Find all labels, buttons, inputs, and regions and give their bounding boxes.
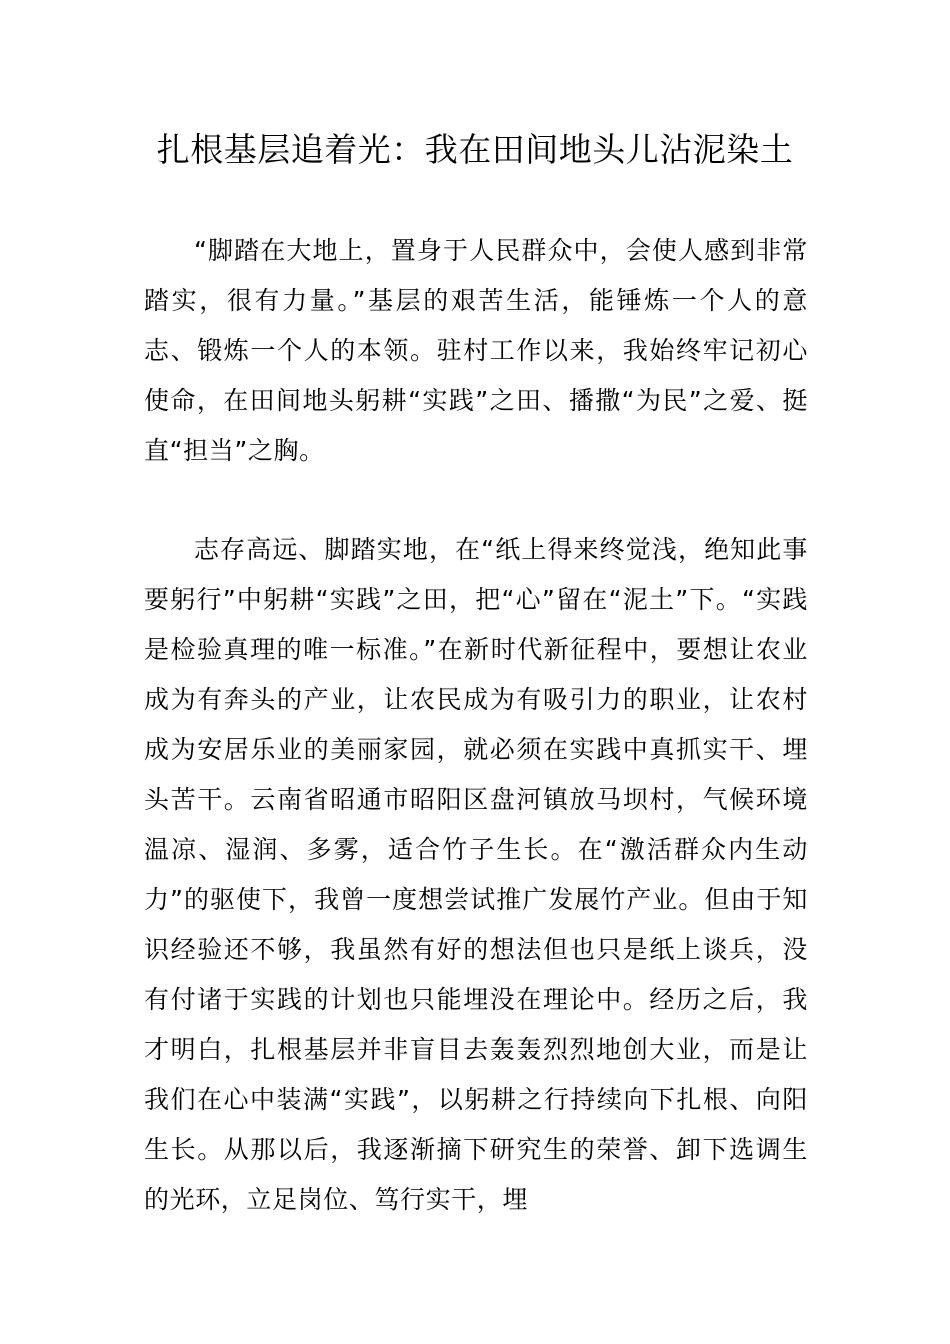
document-title: 扎根基层追着光：我在田间地头儿沾泥染土 [156, 130, 794, 169]
paragraph-2: 志存高远、脚踏实地，在“纸上得来终觉浅，绝知此事要躬行”中躬耕“实践”之田，把“心”留在“泥土”下。“实践是检验真理的唯一标准。”在新时代新征程中，要想让农业成为有奔头的产业，让农民成为有吸引力的职业，让农村成为安居乐业的美丽家园，就必须在实践中真抓实干、埋头苦干。云南省昭通市昭阳区盘河镇放马坝村，气候环境温凉、湿润、多雾，适合竹子生长。在“激活群众内生动力”的驱使下，我曾一度想尝试推广发展竹产业。但由于知识经验还不够，我虽然有好的想法但也只是纸上谈兵，没有付诸于实践的计划也只能埋没在理论中。经历之后，我才明白，扎根基层并非盲目去轰轰烈烈地创大业，而是让我们在心中装满“实践”，以躬耕之行持续向下扎根、向阳生长。从那以后，我逐渐摘下研究生的荣誉、卸下选调生的光环，立足岗位、笃行实干，埋 [144, 535, 808, 1214]
paragraph-1: “脚踏在大地上，置身于人民群众中，会使人感到非常踏实，很有力量。”基层的艰苦生活，能锤炼一个人的意志、锻炼一个人的本领。驻村工作以来，我始终牢记初心使命，在田间地头躬耕“实践”之田、播撒“为民”之爱、挺直“担当”之胸。 [144, 236, 808, 465]
